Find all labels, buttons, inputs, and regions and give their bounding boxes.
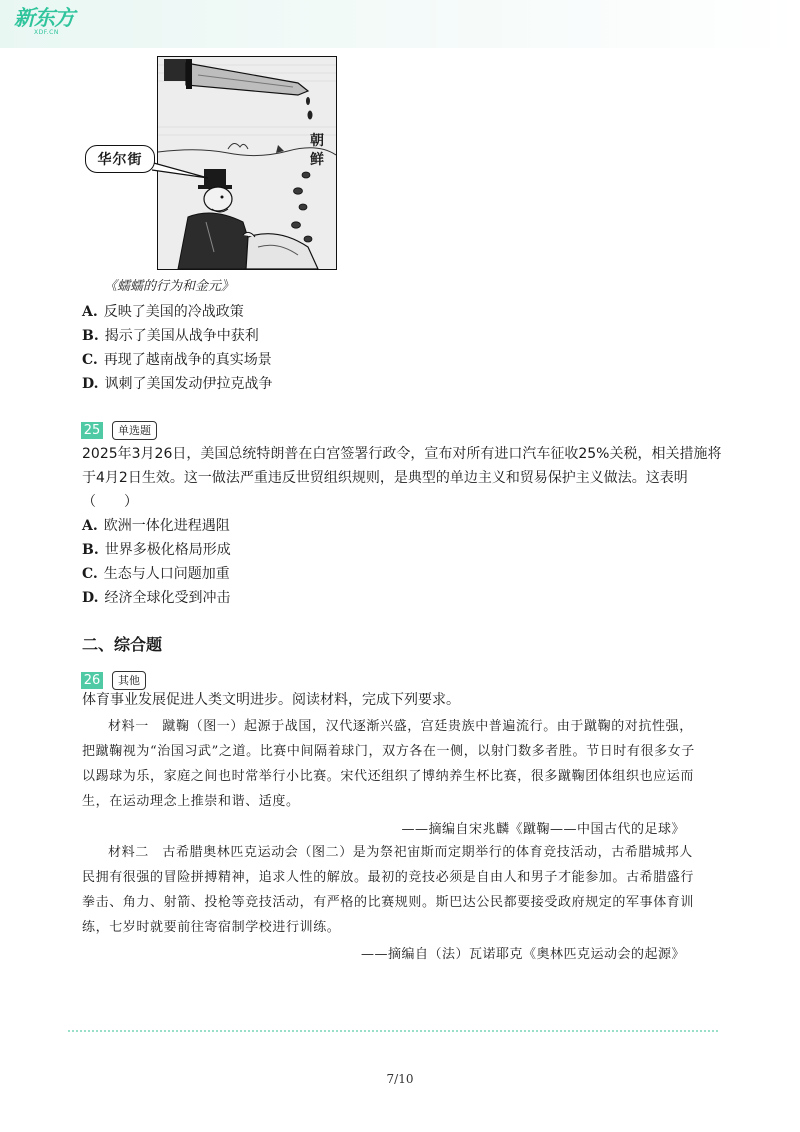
page-header-band <box>0 0 800 48</box>
q25-stem: 2025年3月26日，美国总统特朗普在白宫签署行政令，宣布对所有进口汽车征收25%关税，相关措施将于4月2日生效。这一做法严重违反世贸组织规则，是典型的单边主义和贸易保护主义做法。这表明（ ） <box>82 446 722 510</box>
q25-option-b[interactable] <box>82 540 231 560</box>
q24-option-d[interactable] <box>82 374 273 394</box>
option-text: 反映了美国的冷战政策 <box>103 304 244 320</box>
option-letter: A. <box>82 304 98 320</box>
xdf-logo <box>14 8 74 36</box>
page-number: 7/10 <box>386 1072 414 1086</box>
q25-option-d[interactable] <box>82 588 231 608</box>
question-type-tag: 其他 <box>112 671 146 690</box>
question-type-tag: 单选题 <box>112 421 157 440</box>
option-letter: B. <box>82 328 99 344</box>
option-text: 欧洲一体化进程遇阻 <box>103 518 230 534</box>
material-two: 材料二 古希腊奥林匹克运动会（图二）是为祭祀宙斯而定期举行的体育竞技活动，古希腊城邦人民拥有很强的冒险拼搏精神，追求人性的解放。最初的竞技必须是自由人和男子才能参加。古希腊盛行拳击、角力、射箭、投枪等竞技活动，有严格的比赛规则。斯巴达公民都要接受政府规定的军事体育训练，七岁时就要前往寄宿制学校进行训练。 <box>82 845 695 935</box>
option-letter: D. <box>82 376 99 392</box>
option-letter: C. <box>82 352 98 368</box>
option-letter: A. <box>82 518 98 534</box>
option-text: 经济全球化受到冲击 <box>104 590 231 606</box>
q26-intro: 体育事业发展促进人类文明进步。阅读材料，完成下列要求。 <box>82 692 460 708</box>
logo-subtext: XDF.CN <box>34 29 59 36</box>
q24-option-b[interactable] <box>82 326 259 346</box>
q25-option-a[interactable] <box>82 516 230 536</box>
option-text: 揭示了美国从战争中获利 <box>104 328 259 344</box>
material-one: 材料一 蹴鞠（图一）起源于战国，汉代逐渐兴盛，宫廷贵族中普遍流行。由于蹴鞠的对抗性强，把蹴鞠视为“治国习武”之道。比赛中间隔着球门，双方各在一侧，以射门数多者胜。节日时有很多女子以踢球为乐，家庭之间也时常举行小比赛。宋代还组织了博纳养生杯比赛，很多蹴鞠团体组织也应运而生，在运动理念上推崇和谐、适度。 <box>82 719 695 809</box>
q25-option-c[interactable] <box>82 564 230 584</box>
option-text: 再现了越南战争的真实场景 <box>103 352 272 368</box>
q24-option-c[interactable] <box>82 350 272 370</box>
q24-option-a[interactable] <box>82 302 244 322</box>
footer-divider <box>68 1030 718 1032</box>
option-text: 讽刺了美国发动伊拉克战争 <box>104 376 273 392</box>
option-letter: B. <box>82 542 99 558</box>
material-two-source: ——摘编自（法）瓦诺耶克《奥林匹克运动会的起源》 <box>360 947 685 962</box>
option-text: 生态与人口问题加重 <box>103 566 230 582</box>
option-text: 世界多极化格局形成 <box>104 542 231 558</box>
wall-street-callout: 华尔街 <box>85 145 155 173</box>
section-title: 二、综合题 <box>82 635 163 654</box>
cartoon-caption: 《蠕蠕的行为和金元》 <box>104 279 235 294</box>
question-number-badge: 26 <box>81 672 103 689</box>
logo-text: 新东方 <box>14 6 74 30</box>
material-one-source: ——摘编自宋兆麟《蹴鞠——中国古代的足球》 <box>401 822 685 837</box>
question-number-badge: 25 <box>81 422 103 439</box>
option-letter: D. <box>82 590 99 606</box>
option-letter: C. <box>82 566 98 582</box>
korea-label: 朝鲜 <box>310 133 324 168</box>
callout-pointer <box>150 160 210 180</box>
